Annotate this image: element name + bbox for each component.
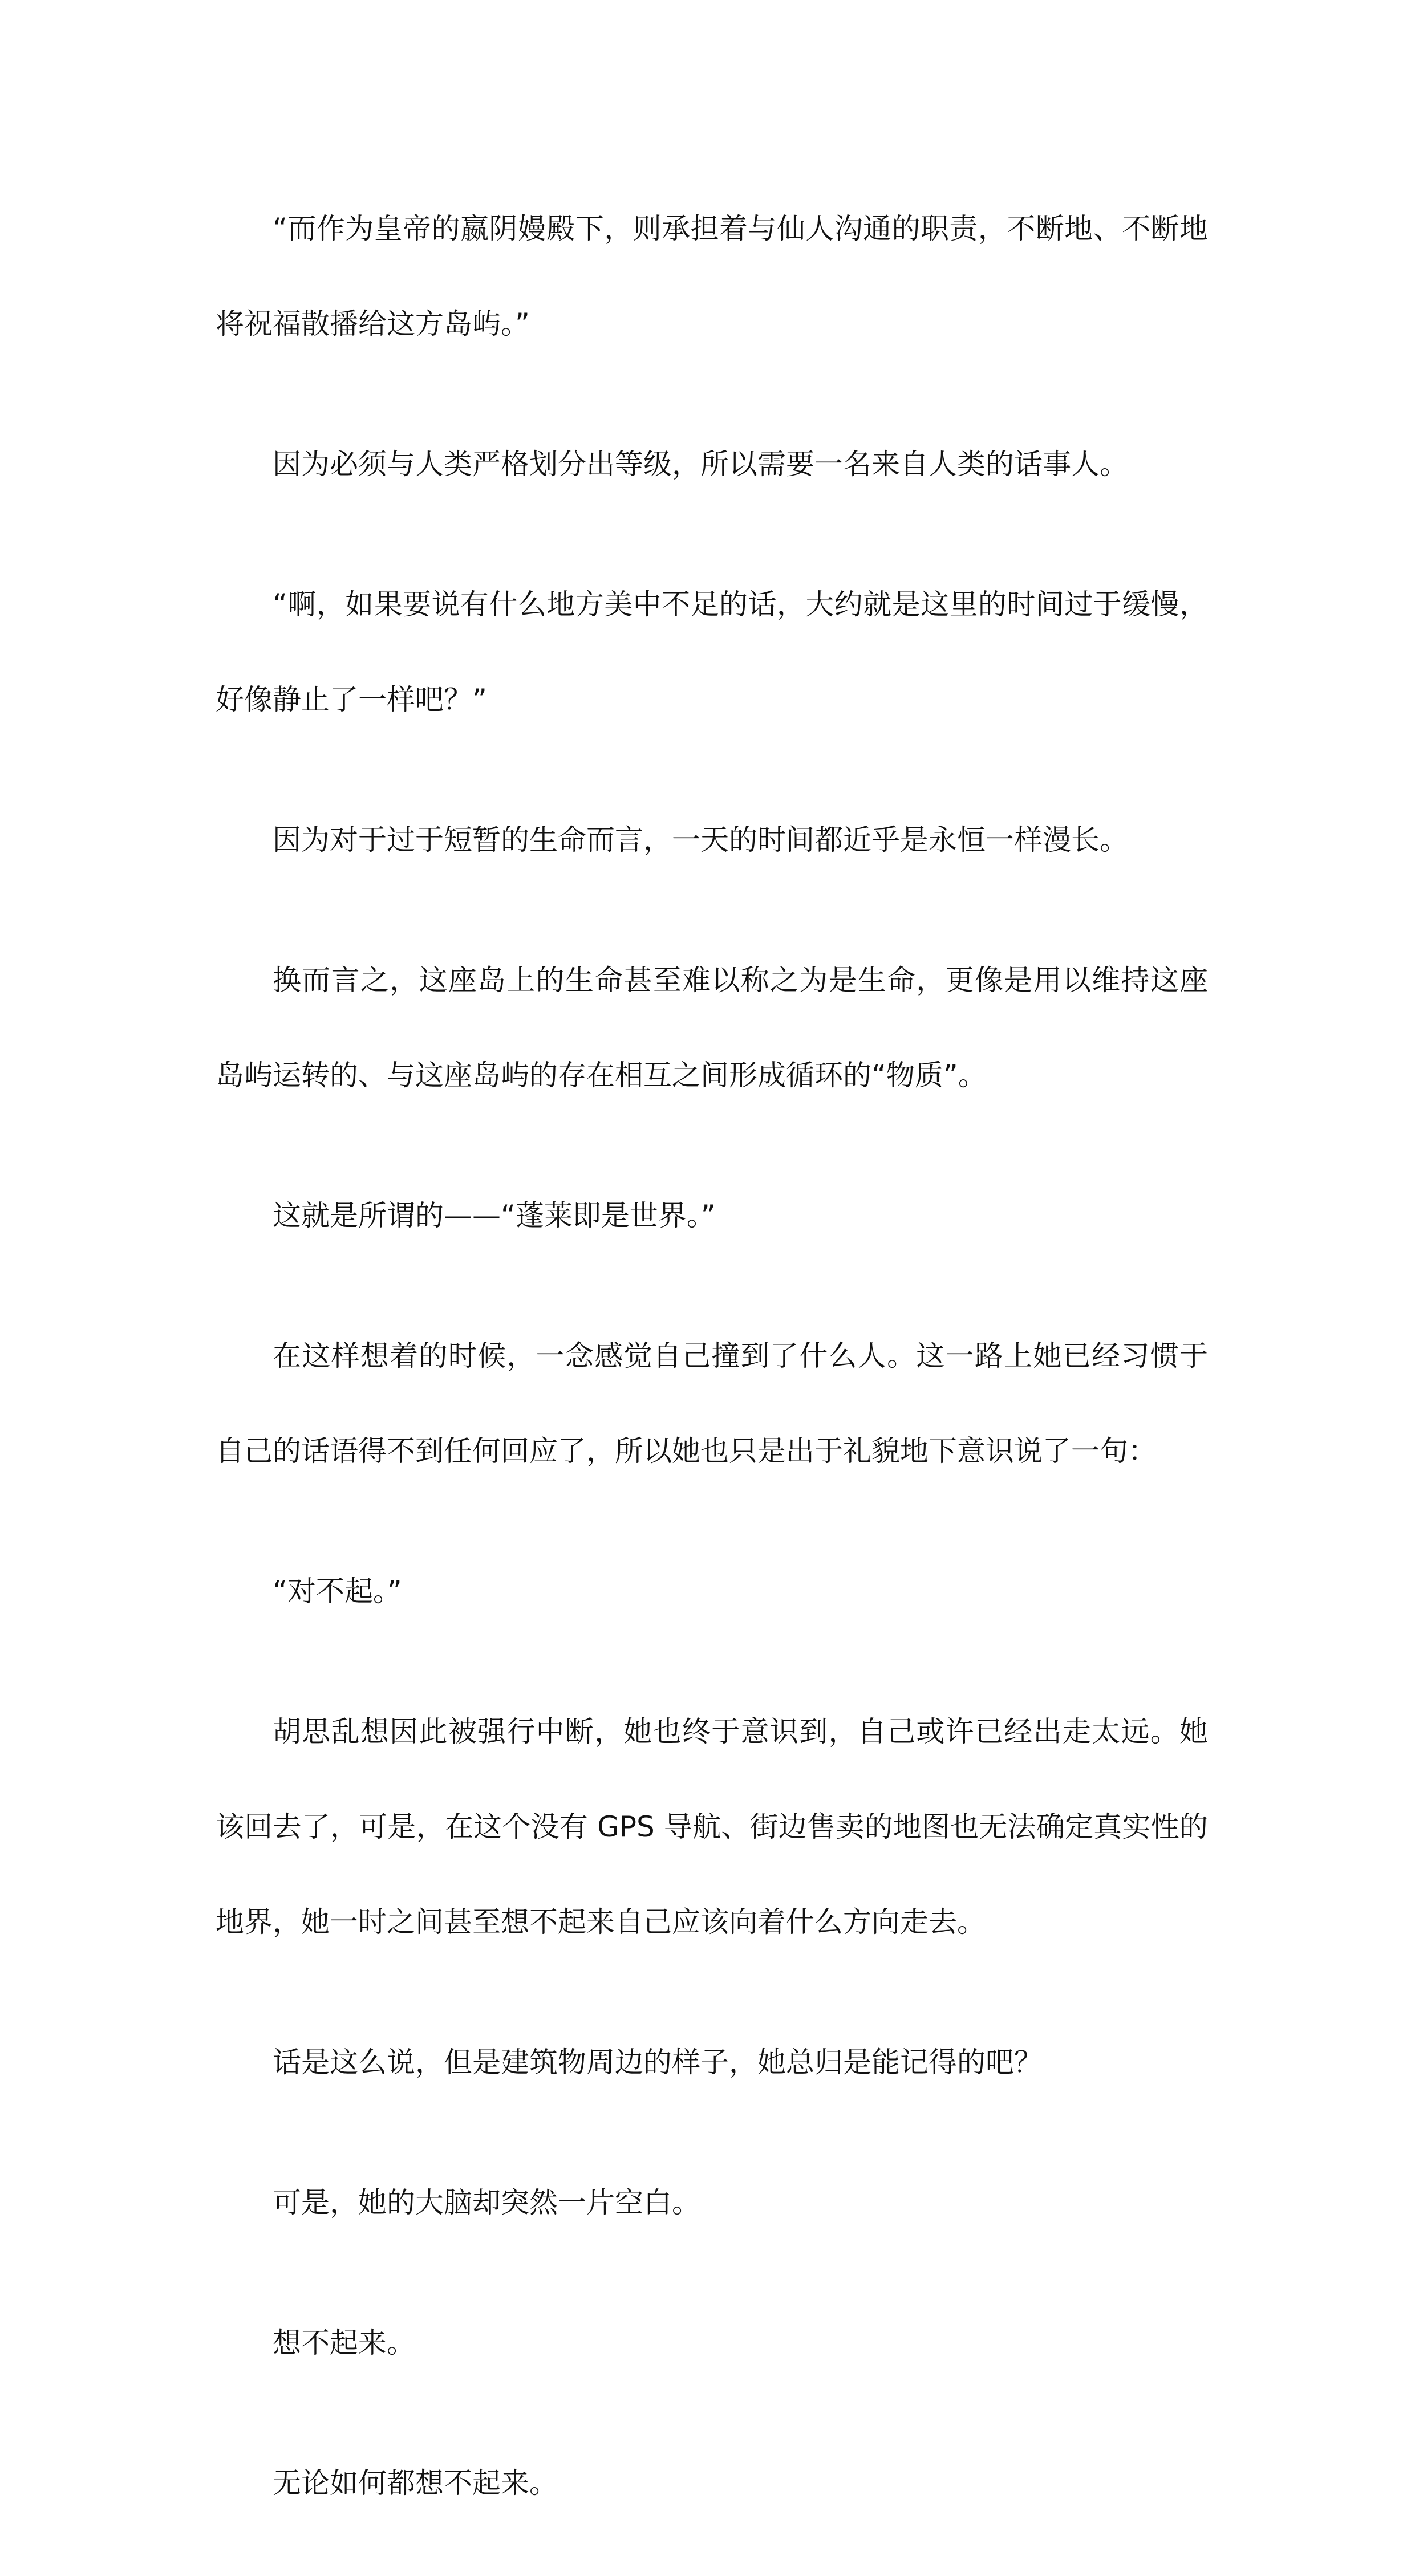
- paragraph: 想不起来。: [273, 2326, 415, 2359]
- paragraph: “而作为皇帝的嬴阴嫚殿下，则承担着与仙人沟通的职责，不断地、不断地将祝福散播给这方岛屿。”: [216, 212, 1208, 340]
- paragraph: 这就是所谓的——“蓬莱即是世界。”: [273, 1199, 716, 1232]
- paragraph: 因为对于过于短暂的生命而言，一天的时间都近乎是永恒一样漫长。: [273, 823, 1128, 856]
- paragraph: 换而言之，这座岛上的生命甚至难以称之为是生命，更像是用以维持这座岛屿运转的、与这座岛屿的存在相互之间形成循环的“物质”。: [216, 964, 1208, 1092]
- paragraph: “啊，如果要说有什么地方美中不足的话，大约就是这里的时间过于缓慢，好像静止了一样吧？”: [216, 588, 1208, 716]
- paragraph: 在这样想着的时候，一念感觉自己撞到了什么人。这一路上她已经习惯于自己的话语得不到任何回应了，所以她也只是出于礼貌地下意识说了一句：: [216, 1339, 1208, 1468]
- paragraph: 话是这么说，但是建筑物周边的样子，她总归是能记得的吧？: [273, 2046, 1043, 2079]
- paragraph: 无论如何都想不起来。: [273, 2467, 558, 2500]
- paragraph: 因为必须与人类严格划分出等级，所以需要一名来自人类的话事人。: [273, 448, 1128, 481]
- paragraph: 胡思乱想因此被强行中断，她也终于意识到，自己或许已经出走太远。她该回去了，可是，在这个没有 GPS 导航、街边售卖的地图也无法确定真实性的地界，她一时之间甚至想不起来自己应该向着什么方向走去。: [216, 1715, 1208, 1939]
- body-text: [216, 181, 1208, 2576]
- paragraph: “对不起。”: [273, 1575, 402, 1608]
- paragraph: 可是，她的大脑却突然一片空白。: [273, 2186, 700, 2219]
